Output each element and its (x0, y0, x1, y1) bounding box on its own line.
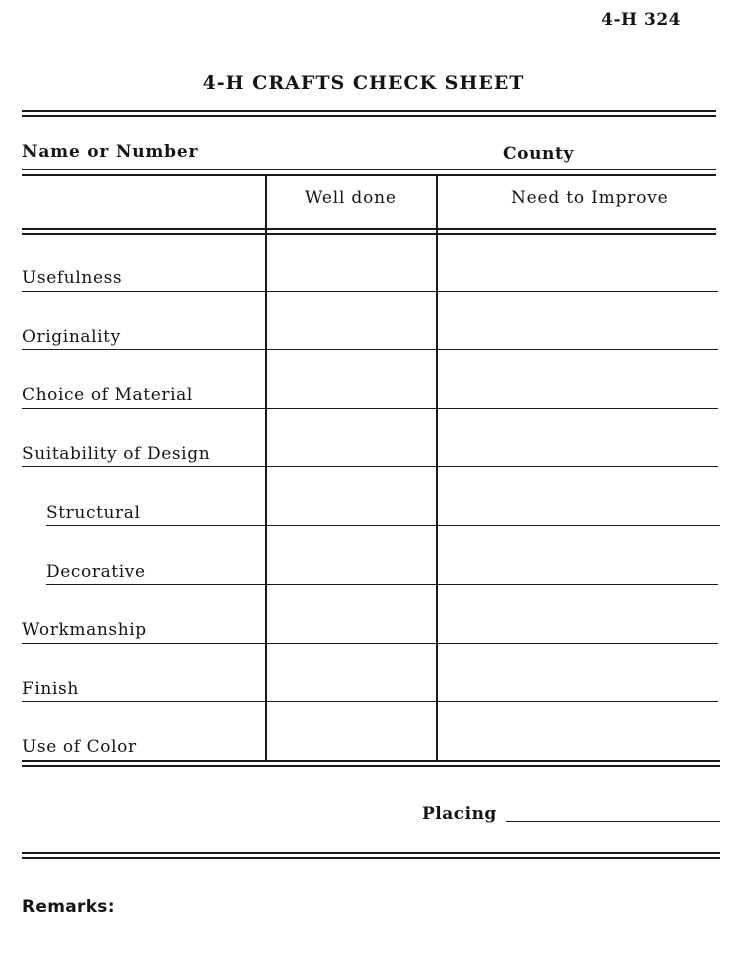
criterion-structural: Structural (46, 503, 141, 523)
criterion-finish: Finish (22, 679, 79, 699)
row-rule (22, 701, 718, 702)
county-label: County (503, 144, 574, 164)
well-done-header: Well done (305, 188, 397, 208)
header-rule-2 (22, 174, 716, 176)
row-rule (22, 291, 718, 292)
criterion-use-of-color: Use of Color (22, 737, 137, 757)
remarks-rule-1 (22, 852, 720, 854)
criterion-choice-of-material: Choice of Material (22, 385, 193, 405)
top-rule-1 (22, 110, 716, 112)
row-rule (46, 525, 720, 526)
row-rule (22, 408, 718, 409)
remarks-rule-2 (22, 857, 720, 859)
need-to-improve-header: Need to Improve (511, 188, 669, 208)
column-divider-left (265, 175, 267, 761)
column-divider-right (436, 175, 438, 761)
criterion-suitability-of-design: Suitability of Design (22, 444, 211, 464)
page-title: 4-H CRAFTS CHECK SHEET (202, 72, 525, 94)
form-number: 4-H 324 (601, 10, 681, 30)
column-header-rule-2 (22, 233, 716, 235)
table-bottom-rule-1 (22, 760, 720, 762)
row-rule (46, 584, 718, 585)
criterion-usefulness: Usefulness (22, 268, 123, 288)
column-header-rule-1 (22, 228, 716, 230)
placing-field-line[interactable] (506, 821, 720, 822)
top-rule-2 (22, 115, 716, 117)
criterion-originality: Originality (22, 327, 121, 347)
criterion-decorative: Decorative (46, 562, 146, 582)
table-bottom-rule-2 (22, 765, 720, 767)
criterion-workmanship: Workmanship (22, 620, 147, 640)
header-rule-1 (22, 169, 716, 170)
row-rule (22, 643, 718, 644)
row-rule (22, 349, 718, 350)
placing-label: Placing (422, 804, 497, 824)
row-rule (22, 466, 718, 467)
remarks-label: Remarks: (22, 897, 115, 917)
name-or-number-label: Name or Number (22, 142, 199, 162)
